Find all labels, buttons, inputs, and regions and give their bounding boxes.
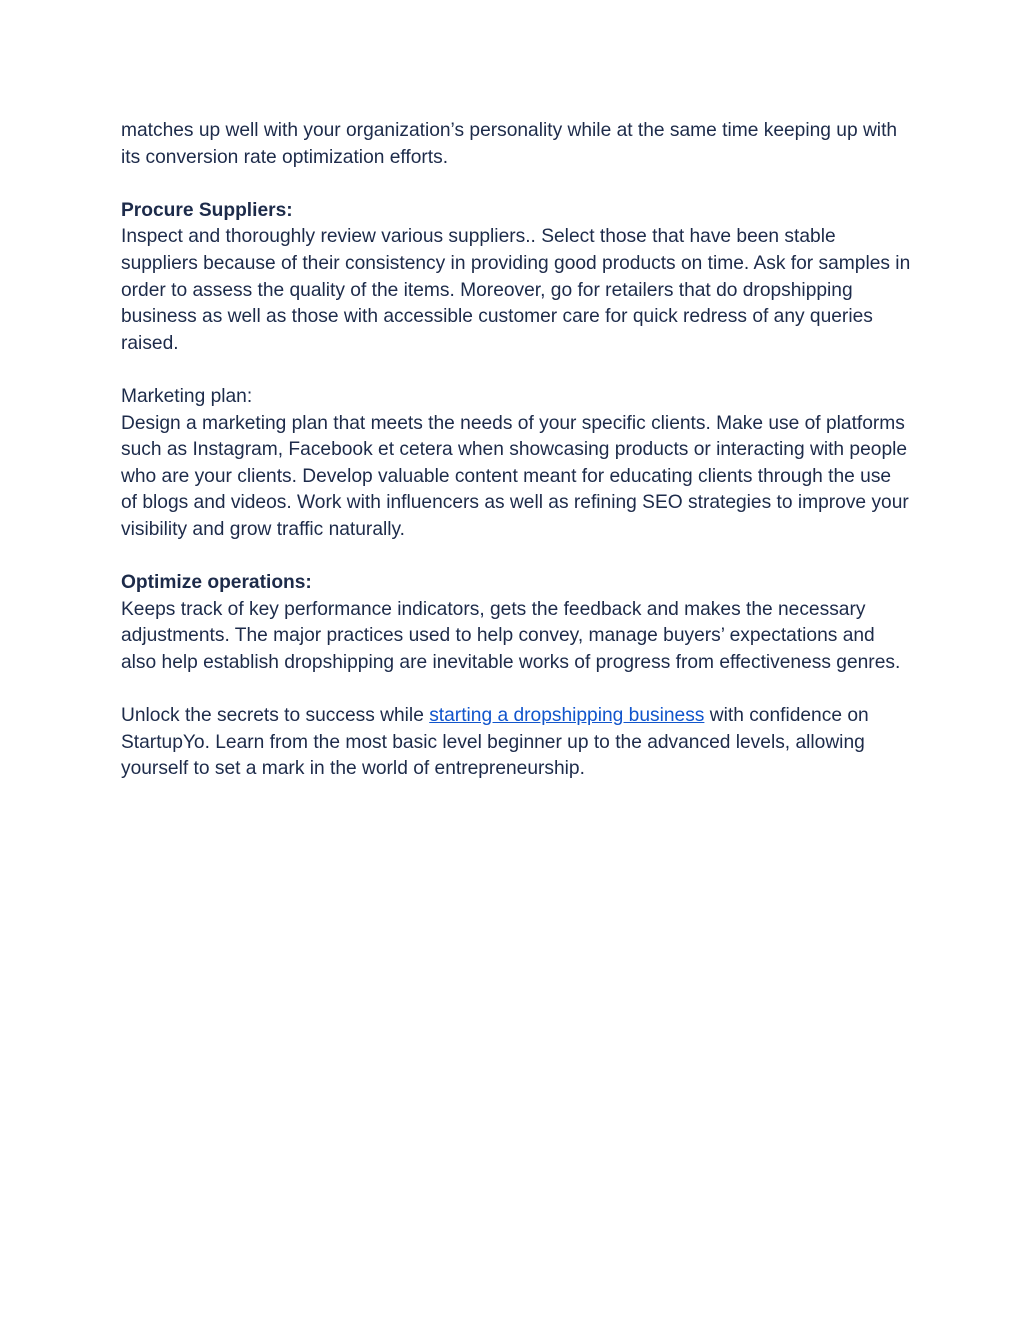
dropshipping-business-link[interactable]: starting a dropshipping business bbox=[429, 705, 705, 727]
marketing-body: Design a marketing plan that meets the needs of your specific clients. Make use of platforms such as Instagram, Facebook et cetera when showcasing products or interacting with people who are your clients. Develop valuable content meant for educating clients through the use of blogs and videos. Work with influencers as well as refining SEO strategies to improve your visibility and grow traffic naturally. bbox=[121, 412, 909, 540]
paragraph-spacer bbox=[121, 676, 911, 703]
marketing-section bbox=[121, 384, 911, 544]
closing-text-after-link: with confidence on StartupYo. Learn from the most basic level beginner up to the advanced levels, allowing yourself to set a mark in the world of entrepreneurship. bbox=[121, 705, 869, 780]
closing-text-before-link: Unlock the secrets to success while bbox=[121, 705, 430, 727]
closing-paragraph bbox=[121, 703, 911, 783]
paragraph-spacer bbox=[121, 357, 911, 384]
paragraph-spacer bbox=[121, 171, 911, 198]
operations-section bbox=[121, 570, 911, 676]
paragraph-spacer bbox=[121, 544, 911, 571]
intro-paragraph: matches up well with your organization’s personality while at the same time keeping up with its conversion rate optimization efforts. bbox=[121, 120, 898, 168]
document-page bbox=[121, 118, 911, 783]
operations-heading: Optimize operations: bbox=[121, 572, 312, 594]
marketing-heading: Marketing plan: bbox=[121, 385, 253, 407]
suppliers-body: Inspect and thoroughly review various suppliers.. Select those that have been stable suppliers because of their consistency in providing good products on time. Ask for samples in order to assess the quality of the items. Moreover, go for retailers that do dropshipping business as well as those with accessible customer care for quick redress of any queries raised. bbox=[121, 226, 911, 354]
operations-body: Keeps track of key performance indicators, gets the feedback and makes the necessary adjustments. The major practices used to help convey, manage buyers’ expectations and also help establish dropshipping are inevitable works of progress from effectiveness genres. bbox=[121, 598, 901, 673]
suppliers-heading: Procure Suppliers: bbox=[121, 199, 293, 221]
suppliers-section bbox=[121, 198, 911, 358]
